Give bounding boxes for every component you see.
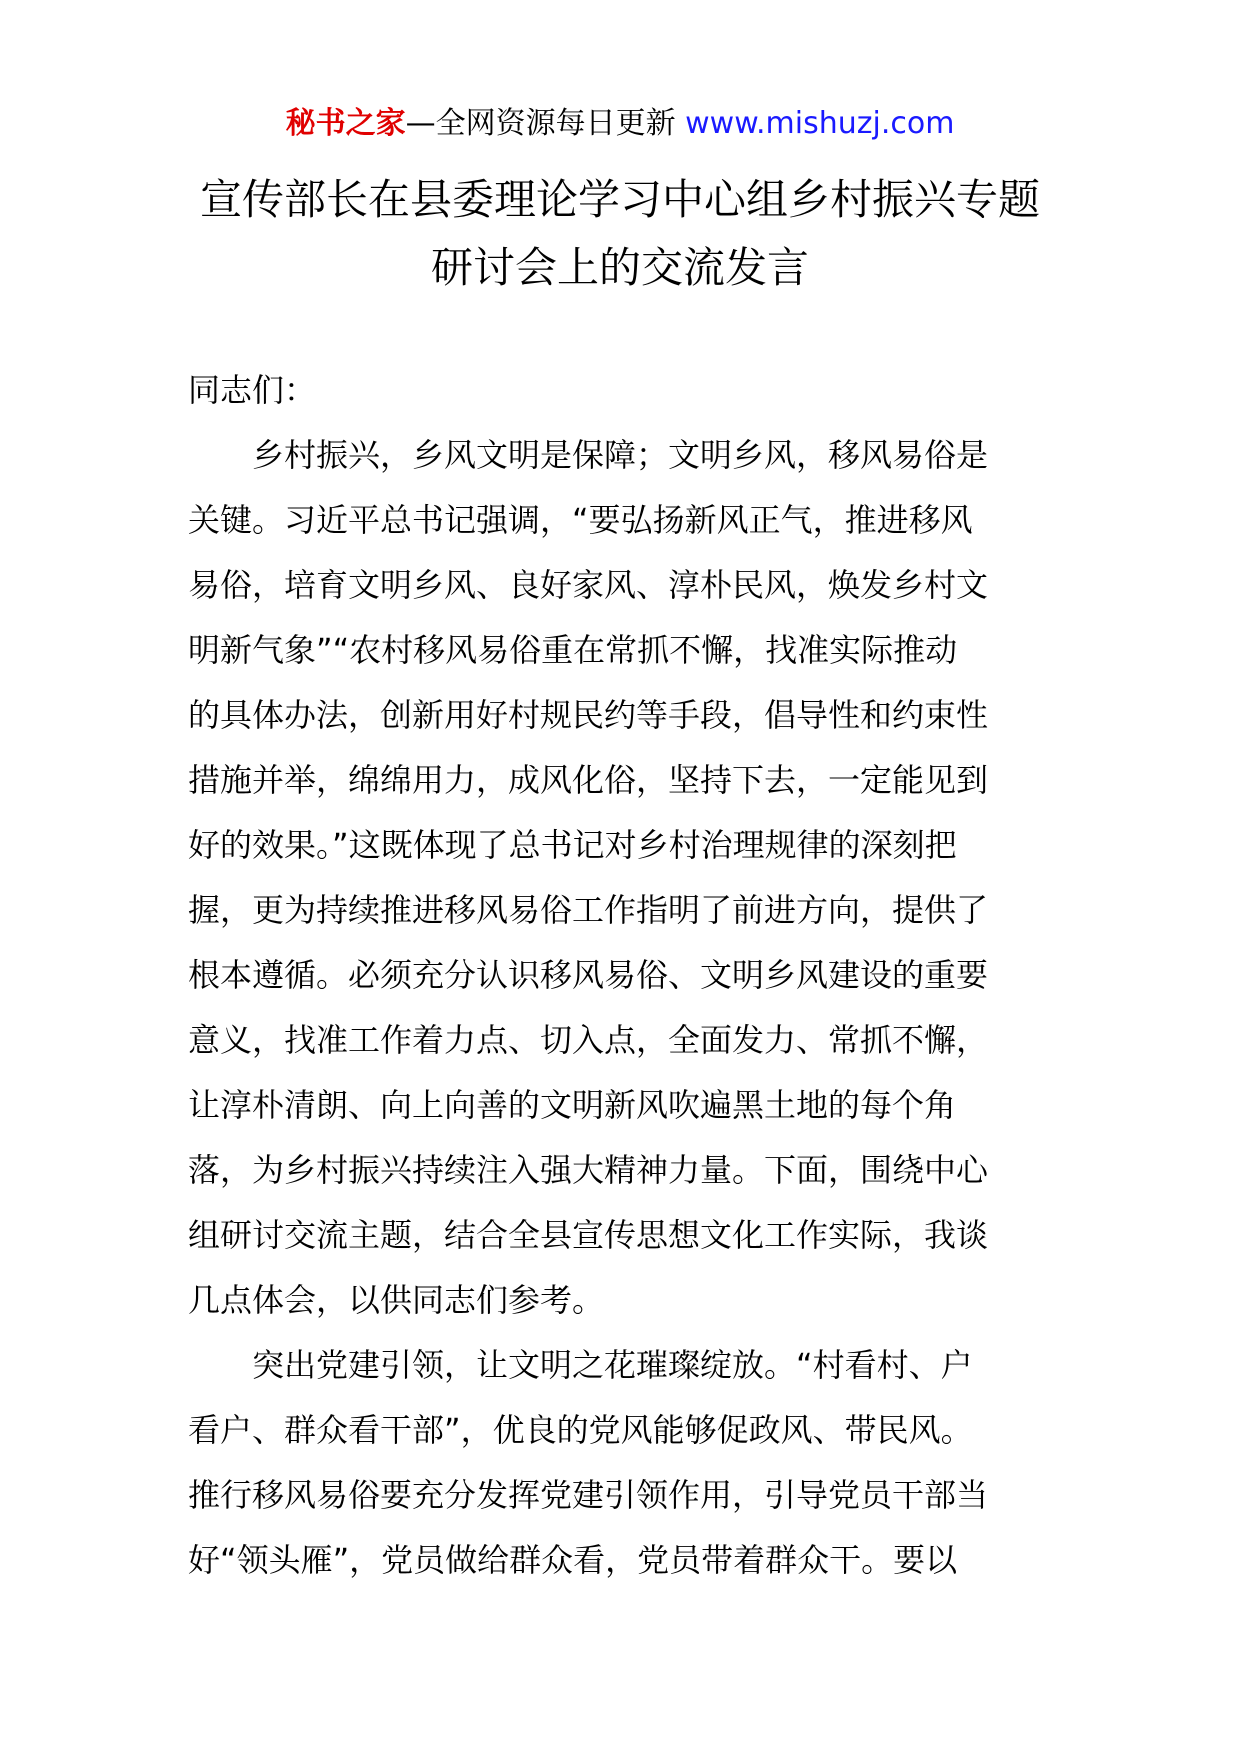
body-line: 同志们： bbox=[188, 371, 317, 409]
document-body bbox=[188, 358, 1056, 1593]
body-line: 关键。习近平总书记强调，“要弘扬新风正气，推进移风 bbox=[188, 501, 973, 539]
body-line: 落，为乡村振兴持续注入强大精神力量。下面，围绕中心 bbox=[188, 1151, 989, 1189]
body-line: 推行移风易俗要充分发挥党建引领作用，引导党员干部当 bbox=[188, 1476, 989, 1514]
body-line: 的具体办法，创新用好村规民约等手段，倡导性和约束性 bbox=[188, 696, 989, 734]
body-line: 明新气象”“农村移风易俗重在常抓不懈，找准实际推动 bbox=[188, 631, 958, 669]
body-line: 根本遵循。必须充分认识移风易俗、文明乡风建设的重要 bbox=[188, 956, 989, 994]
body-line: 突出党建引领，让文明之花璀璨绽放。“村看村、户 bbox=[188, 1346, 973, 1384]
body-line: 好“领头雁”，党员做给群众看，党员带着群众干。要以 bbox=[188, 1541, 958, 1579]
body-line: 看户、群众看干部”，优良的党风能够促政风、带民风。 bbox=[188, 1411, 973, 1449]
brand-name: 秘书之家 bbox=[285, 106, 406, 141]
body-line: 组研讨交流主题，结合全县宣传思想文化工作实际，我谈 bbox=[188, 1216, 989, 1254]
body-line: 握，更为持续推进移风易俗工作指明了前进方向，提供了 bbox=[188, 891, 989, 929]
body-line: 让淳朴清朗、向上向善的文明新风吹遍黑土地的每个角 bbox=[188, 1086, 957, 1124]
body-line: 乡村振兴，乡风文明是保障；文明乡风，移风易俗是 bbox=[188, 436, 989, 474]
body-line: 措施并举，绵绵用力，成风化俗，坚持下去，一定能见到 bbox=[188, 761, 989, 799]
body-line: 好的效果。”这既体现了总书记对乡村治理规律的深刻把 bbox=[188, 826, 957, 864]
body-line: 意义，找准工作着力点、切入点，全面发力、常抓不懈， bbox=[188, 1021, 989, 1059]
site-url-link[interactable]: www.mishuzj.com bbox=[685, 106, 955, 141]
document-title bbox=[150, 166, 1090, 302]
site-header bbox=[0, 104, 1240, 144]
title-line-2: 研讨会上的交流发言 bbox=[430, 243, 809, 292]
header-tagline: —全网资源每日更新 bbox=[405, 106, 676, 141]
body-line: 易俗，培育文明乡风、良好家风、淳朴民风，焕发乡村文 bbox=[188, 566, 989, 604]
title-line-1: 宣传部长在县委理论学习中心组乡村振兴专题 bbox=[199, 175, 1040, 224]
body-line: 几点体会，以供同志们参考。 bbox=[188, 1281, 605, 1319]
